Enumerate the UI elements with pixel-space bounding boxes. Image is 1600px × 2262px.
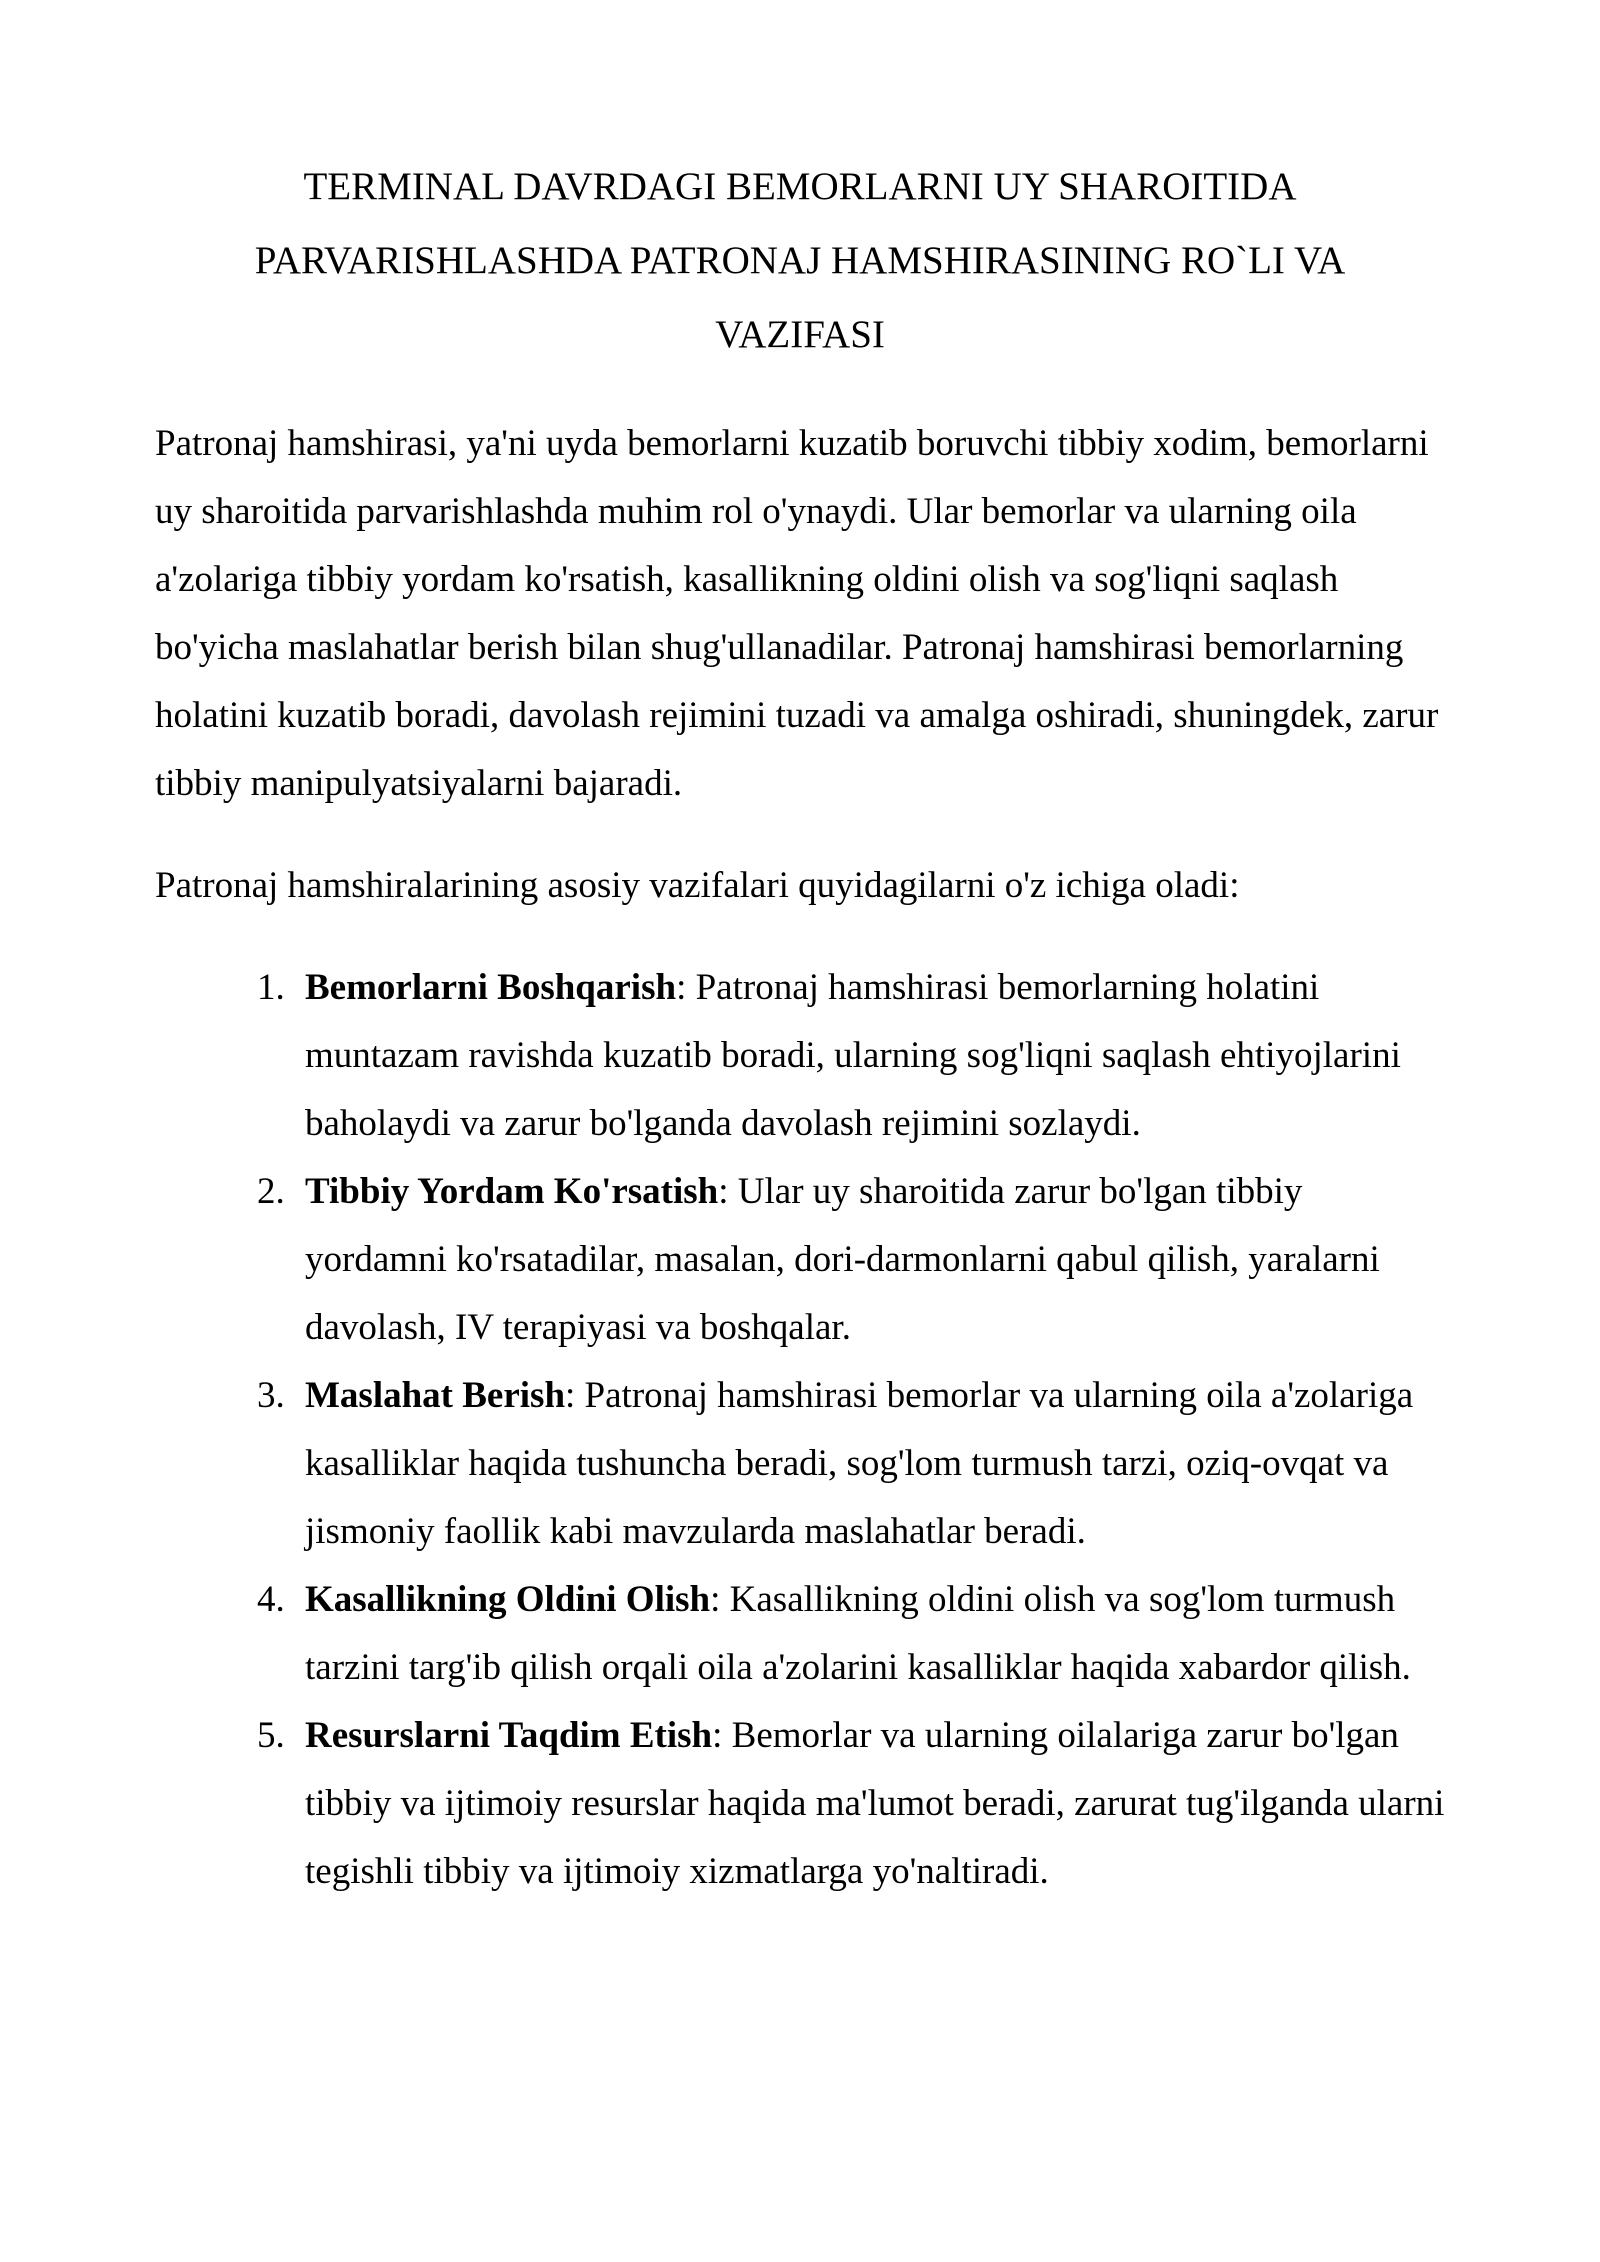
list-item-body [305, 1375, 1413, 1552]
list-item-label: Tibbiy Yordam Ko'rsatish [305, 1171, 719, 1212]
list-item-label: Resurslarni Taqdim Etish [305, 1715, 713, 1756]
list-item-body [305, 967, 1401, 1144]
list-item [155, 1702, 1445, 1906]
title-line-1: TERMINAL DAVRDAGI BEMORLARNI UY SHAROITIDA [303, 165, 1297, 208]
list-item-body [305, 1171, 1380, 1348]
list-item-label: Maslahat Berish [305, 1375, 566, 1416]
list-item-body [305, 1579, 1411, 1688]
list-item-text: : Patronaj hamshirasi bemorlarning holatini muntazam ravishda kuzatib boradi, ularning sog'liqni saqlash ehtiyojlarini baholaydi va zarur bo'lganda davolash rejimini sozlaydi. [305, 967, 1401, 1144]
list-item-label: Bemorlarni Boshqarish [305, 967, 677, 1008]
list-item-text: : Patronaj hamshirasi bemorlar va ularning oila a'zolariga kasalliklar haqida tushuncha beradi, sog'lom turmush tarzi, oziq-ovqat va jismoniy faollik kabi mavzularda maslahatlar beradi. [305, 1375, 1414, 1552]
list-item [155, 1566, 1445, 1702]
title-line-2: PARVARISHLASHDA PATRONAJ HAMSHIRASINING RO`LI VA [254, 239, 1346, 282]
list-item-label: Kasallikning Oldini Olish [305, 1579, 711, 1620]
intro-paragraph: Patronaj hamshirasi, ya'ni uyda bemorlarni kuzatib boruvchi tibbiy xodim, bemorlarni uy sharoitida parvarishlashda muhim rol o'ynaydi. Ular bemorlar va ularning oila a'zolariga tibbiy yordam ko'rsatish, kasallikning oldini olish va sog'liqni saqlash bo'yicha maslahatlar berish bilan shug'ullanadilar. Patronaj hamshirasi bemorlarning holatini kuzatib boradi, davolash rejimini tuzadi va amalga oshiradi, shuningdek, zarur tibbiy manipulyatsiyalarni bajaradi. [155, 423, 1439, 804]
list-item [155, 1158, 1445, 1362]
list-item-body [305, 1715, 1444, 1892]
list-item-text: : Ular uy sharoitida zarur bo'lgan tibbiy yordamni ko'rsatadilar, masalan, dori-darmonlarni qabul qilish, yaralarni davolash, IV terapiyasi va boshqalar. [305, 1171, 1380, 1348]
lead-in-paragraph: Patronaj hamshiralarining asosiy vazifalari quyidagilarni o'z ichiga oladi: [155, 865, 1240, 906]
document-title [155, 150, 1445, 372]
list-item [155, 954, 1445, 1158]
list-item-number: 5. [257, 1715, 285, 1756]
list-item-text: : Kasallikning oldini olish va sog'lom turmush tarzini targ'ib qilish orqali oila a'zolarini kasalliklar haqida xabardor qilish. [305, 1579, 1411, 1688]
list-item-number: 2. [257, 1171, 285, 1212]
list-item-number: 1. [257, 967, 285, 1008]
list-item [155, 1362, 1445, 1566]
title-line-3: VAZIFASI [715, 313, 885, 356]
list-item-number: 3. [257, 1375, 285, 1416]
list-item-number: 4. [257, 1579, 285, 1620]
tasks-list [155, 954, 1445, 1906]
list-item-text: : Bemorlar va ularning oilalariga zarur bo'lgan tibbiy va ijtimoiy resurslar haqida ma'lumot beradi, zarurat tug'ilganda ularni tegishli tibbiy va ijtimoiy xizmatlarga yo'naltiradi. [305, 1715, 1445, 1892]
